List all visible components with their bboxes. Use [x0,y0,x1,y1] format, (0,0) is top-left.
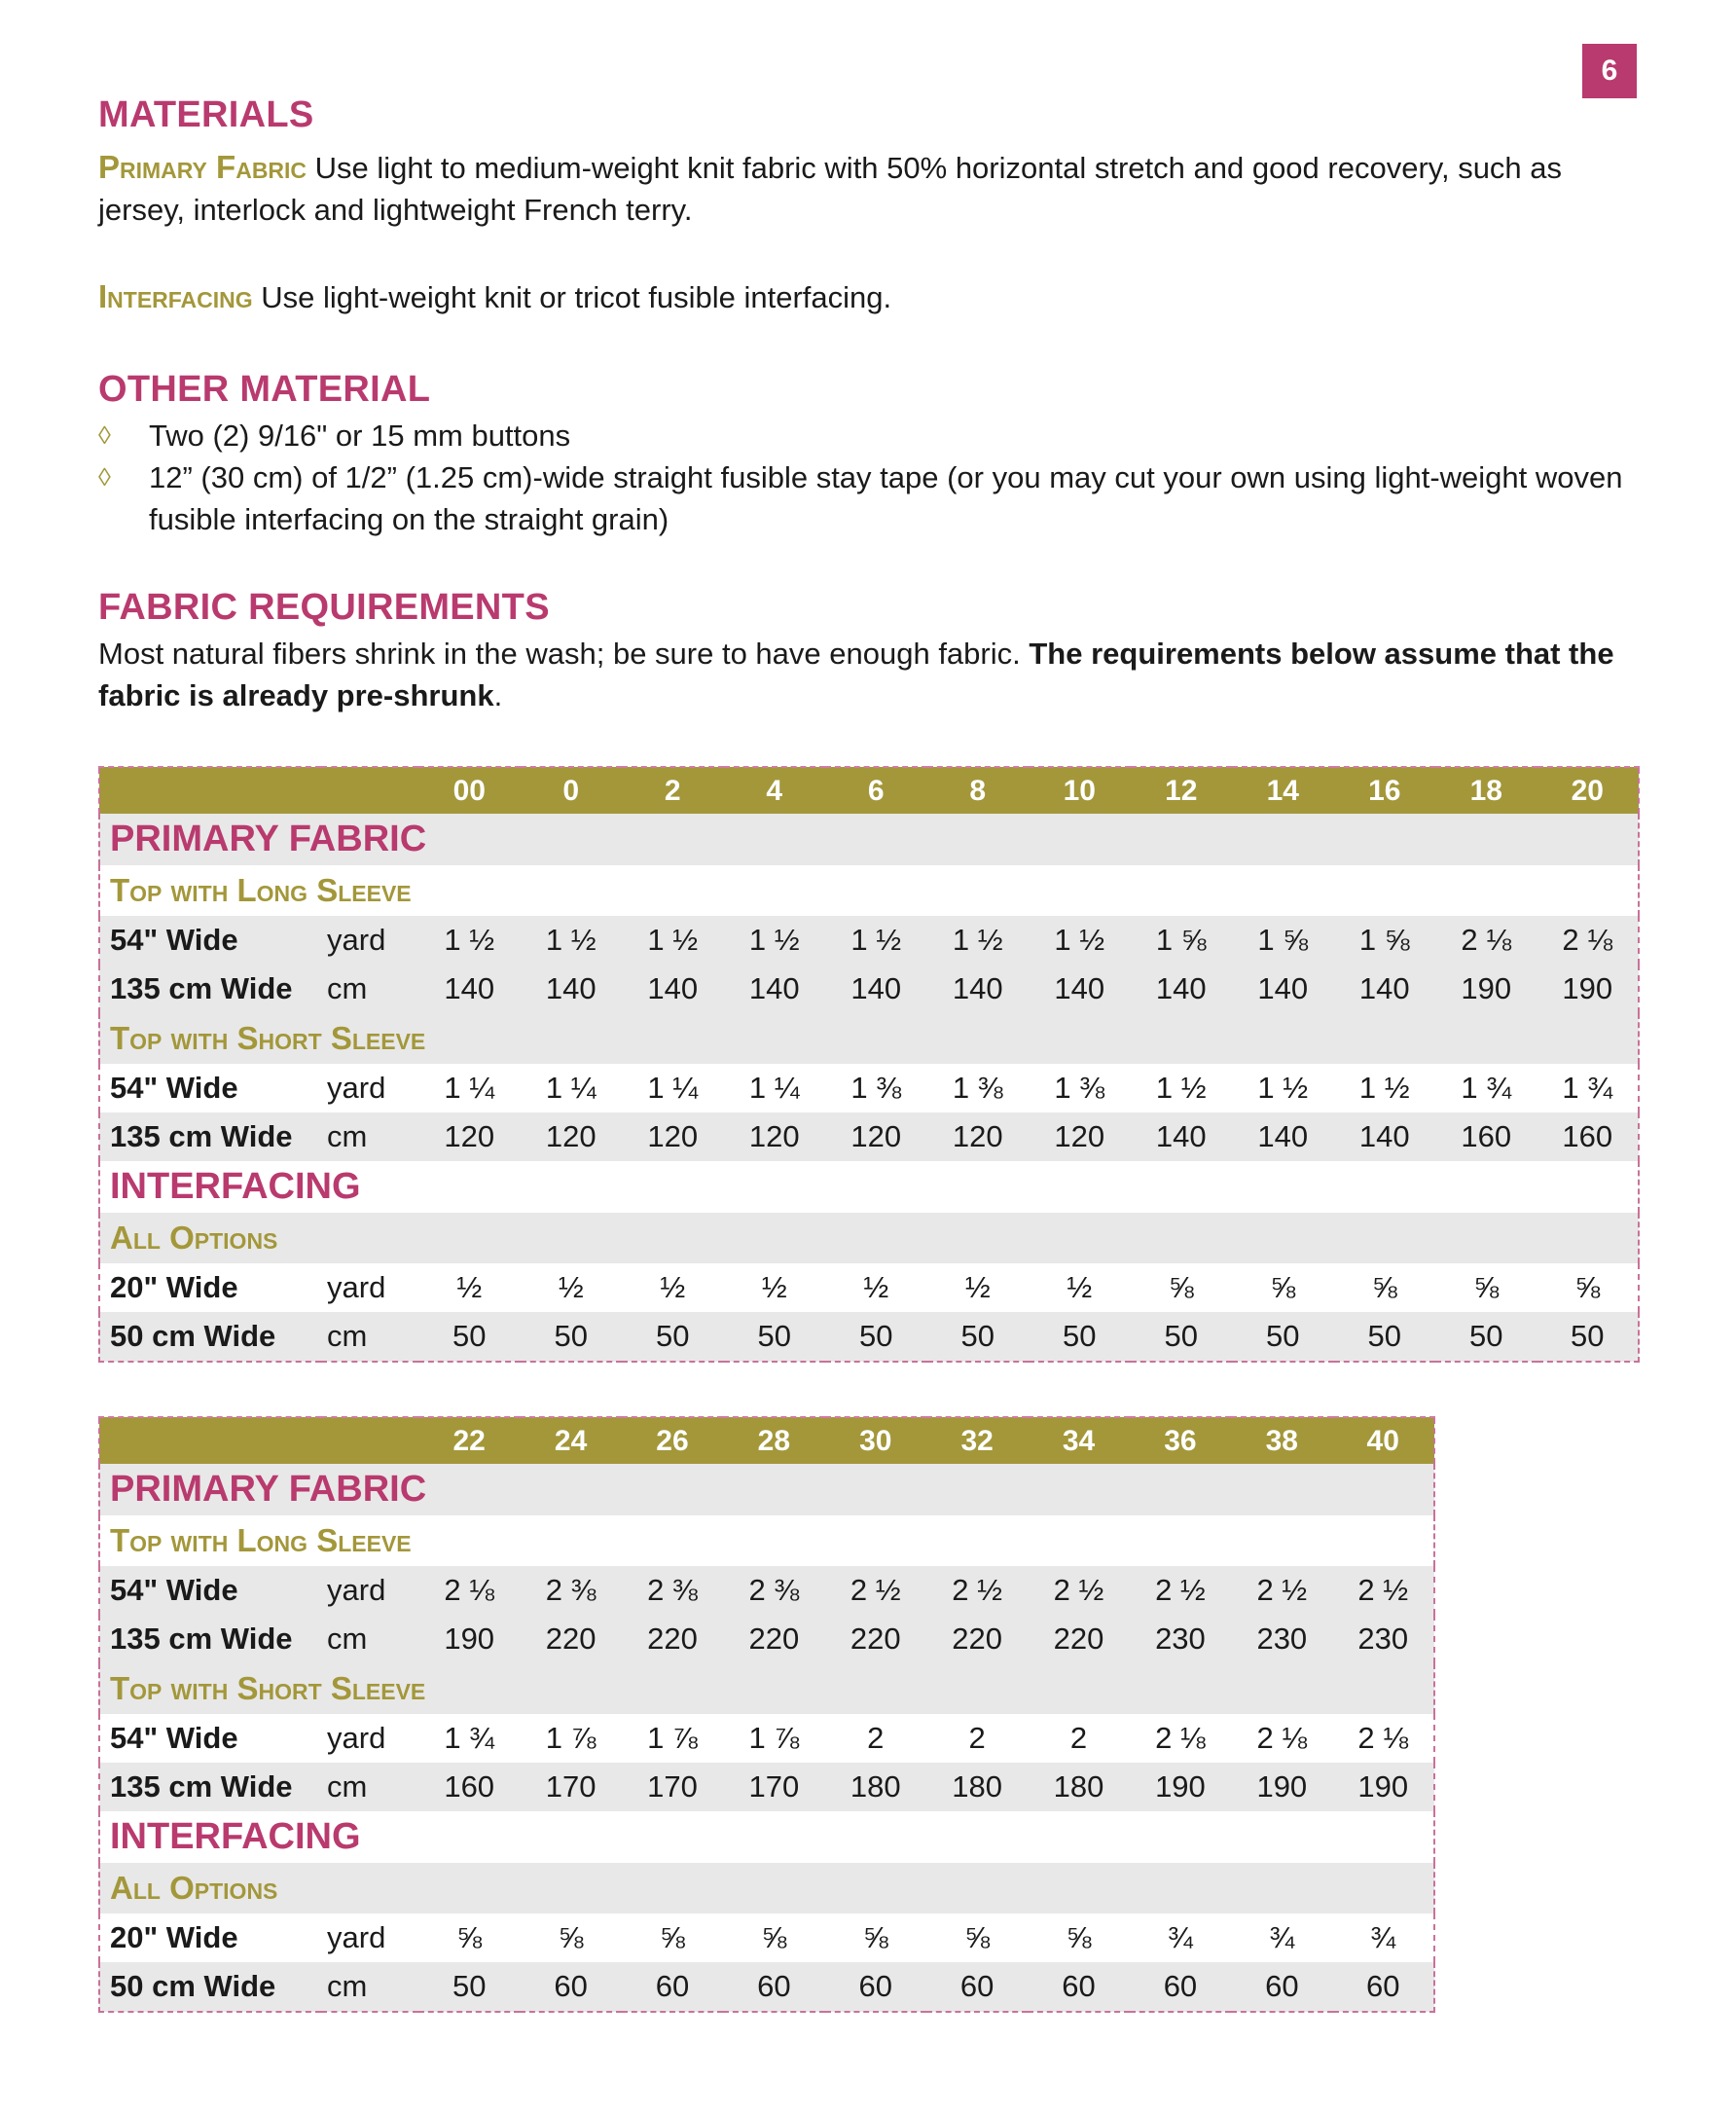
table-cell: 2 ⅛ [1435,916,1537,965]
row-label: 135 cm Wide [99,1615,321,1663]
section-primary-fabric [99,814,1639,865]
size-table-1 [98,766,1640,1363]
table-cell: ⅝ [456,1920,483,1954]
primary-fabric-text: Use light to medium-weight knit fabric with 50% horizontal stretch and good recovery, such as jersey, interlock and lightweight French terry. [98,151,1563,227]
table-cell: 120 [724,1112,826,1161]
section-label: PRIMARY FABRIC [99,814,1639,865]
unit-label: yard [327,1721,386,1755]
row-label: 54" Wide [99,916,321,965]
table-cell: 220 [825,1615,926,1663]
table-cell: 1 ⅝ [1334,916,1436,965]
table-cell: 50 [1334,1312,1436,1362]
table-cell: ⅝ [761,1920,787,1954]
table-cell: 2 ⅛ [1155,1721,1206,1755]
table-row [99,1615,1434,1663]
header-corner [99,1417,418,1464]
table-cell: 190 [1435,965,1537,1013]
list-item-text: 12” (30 cm) of 1/2” (1.25 cm)-wide straight fusible stay tape (or you may cut your own using light-weight woven fusible interfacing on the straight grain) [149,460,1623,536]
table-cell: 180 [1028,1763,1129,1811]
subsection-all-options [99,1863,1434,1914]
fabric-requirements-heading: FABRIC REQUIREMENTS [98,587,550,628]
table-cell: 140 [825,965,927,1013]
size-header: 40 [1333,1417,1434,1464]
table-row [99,1312,1639,1362]
table-cell: 1 ⅜ [1054,1071,1105,1105]
list-item [98,415,1646,456]
table-cell: 140 [724,965,826,1013]
table-cell: 60 [825,1962,926,2012]
table-cell: ½ [456,1270,483,1304]
size-header: 10 [1029,767,1131,814]
table-cell: 1 ¼ [444,1071,495,1105]
table-cell: 1 ¼ [748,1071,800,1105]
section-interfacing [99,1161,1639,1213]
table-cell: 140 [1334,1112,1436,1161]
table-cell: 120 [418,1112,521,1161]
size-header: 24 [520,1417,621,1464]
table-cell: 1 ½ [521,916,623,965]
table-cell: 2 ⅛ [1357,1721,1409,1755]
table-cell: 50 [927,1312,1030,1362]
table-cell: ⅝ [1574,1270,1601,1304]
other-material-heading: OTHER MATERIAL [98,369,431,410]
table-cell: 1 ⅝ [1232,916,1334,965]
table-cell: 2 ½ [1028,1566,1129,1615]
table-cell: 230 [1130,1615,1231,1663]
unit-label: cm [321,1962,418,2012]
table-cell: ⅝ [1066,1920,1092,1954]
subsection-label: Top with Short Sleeve [99,1013,1639,1064]
table-cell: 220 [520,1615,621,1663]
interfacing-text: Use light-weight knit or tricot fusible interfacing. [252,280,892,314]
table-cell: 140 [521,965,623,1013]
size-table-2 [98,1416,1435,2013]
table-cell: 2 [1069,1721,1088,1755]
unit-label: cm [321,965,418,1013]
table-cell: 1 ⅞ [647,1721,698,1755]
table-cell: 1 ½ [825,916,927,965]
table-row [99,1714,1434,1763]
fabric-requirements-bold: The requirements below assume that the fabric is already pre-shrunk [98,637,1614,712]
row-label: 54" Wide [110,1071,238,1105]
table-cell: 1 ⅞ [545,1721,597,1755]
table-cell: 120 [927,1112,1030,1161]
table-cell: 1 ½ [927,916,1030,965]
row-label: 20" Wide [110,1270,238,1304]
table-cell: 120 [622,1112,724,1161]
table-cell: 140 [1029,965,1131,1013]
table-cell: 160 [1435,1112,1537,1161]
table-cell: 50 [622,1312,724,1362]
table-cell: 1 ¼ [647,1071,699,1105]
table-cell: 170 [520,1763,621,1811]
table-cell: 1 ½ [1155,1071,1207,1105]
table-cell: 2 [867,1721,885,1755]
subsection-short-sleeve [99,1663,1434,1714]
table-cell: 1 ½ [1358,1071,1410,1105]
table-cell: ¾ [1168,1920,1193,1954]
table-cell: 220 [622,1615,723,1663]
table-cell: 140 [1131,965,1233,1013]
size-header: 18 [1435,767,1537,814]
table-cell: 140 [622,965,724,1013]
table-cell: 60 [723,1962,824,2012]
table-cell: 2 ½ [825,1566,926,1615]
list-item [98,456,1646,540]
table-cell: 220 [723,1615,824,1663]
subsection-label: Top with Long Sleeve [99,865,1639,916]
unit-label: yard [327,1071,386,1105]
table-cell: 50 [724,1312,826,1362]
list-item-text: Two (2) 9/16" or 15 mm buttons [149,419,571,453]
table-cell: 230 [1333,1615,1434,1663]
table-cell: 2 ½ [1333,1566,1434,1615]
table-cell: 140 [1131,1112,1233,1161]
table-cell: 2 ⅛ [1537,916,1640,965]
row-label: 50 cm Wide [99,1962,321,2012]
fabric-requirements-text: Most natural fibers shrink in the wash; be sure to have enough fabric. [98,637,1030,671]
page-number: 6 [1582,44,1637,98]
row-label: 135 cm Wide [99,1763,321,1811]
primary-fabric-lead: Primary Fabric [98,149,307,185]
table-cell: 190 [1231,1763,1332,1811]
table-cell: 190 [1333,1763,1434,1811]
row-label: 54" Wide [110,1721,238,1755]
diamond-outline-icon: ◊ [98,420,111,450]
materials-heading: MATERIALS [98,94,314,135]
interfacing-paragraph [98,275,891,318]
subsection-label: Top with Long Sleeve [99,1515,1434,1566]
table-cell: 50 [418,1962,520,2012]
primary-fabric-paragraph [98,146,1646,231]
table-cell: 60 [622,1962,723,2012]
size-header: 16 [1334,767,1436,814]
table-cell: ⅝ [1270,1270,1296,1304]
section-interfacing [99,1811,1434,1863]
size-header: 8 [927,767,1030,814]
table-cell: 2 ⅛ [1256,1721,1308,1755]
row-label: 54" Wide [99,1566,321,1615]
table-cell: 1 ⅜ [952,1071,1003,1105]
table-cell: 60 [1130,1962,1231,2012]
table-cell: ¾ [1370,1920,1396,1954]
row-label: 135 cm Wide [99,1112,321,1161]
table-cell: ¾ [1269,1920,1295,1954]
table-cell: 1 ⅝ [1131,916,1233,965]
unit-label: yard [327,1920,386,1954]
table-cell: 60 [1231,1962,1332,2012]
table-cell: 1 ½ [1029,916,1131,965]
table-cell: 1 ½ [1257,1071,1309,1105]
table-cell: 2 ½ [1130,1566,1231,1615]
table-cell: ½ [863,1270,889,1304]
table-cell: 2 ⅛ [418,1566,520,1615]
table-cell: 140 [1334,965,1436,1013]
table-cell: 170 [723,1763,824,1811]
unit-label: yard [321,916,418,965]
size-header: 2 [622,767,724,814]
table-cell: 120 [521,1112,623,1161]
size-header: 00 [418,767,521,814]
table-cell: 180 [926,1763,1028,1811]
table-cell: 140 [927,965,1030,1013]
section-label: INTERFACING [99,1811,1434,1863]
table-cell: 1 ⅞ [748,1721,800,1755]
table-row [99,1263,1639,1312]
table-cell: 1 ¼ [545,1071,597,1105]
subsection-short-sleeve [99,1013,1639,1064]
size-header: 28 [723,1417,824,1464]
table-cell: 50 [1029,1312,1131,1362]
section-label: INTERFACING [99,1161,1639,1213]
table-cell: 1 ⅜ [850,1071,902,1105]
table-cell: 60 [926,1962,1028,2012]
size-header: 34 [1028,1417,1129,1464]
table-cell: 50 [418,1312,521,1362]
table-cell: 2 [968,1721,986,1755]
diamond-outline-icon: ◊ [98,462,111,492]
table-cell: 2 ½ [1231,1566,1332,1615]
row-label: 50 cm Wide [99,1312,321,1362]
table-row [99,1064,1639,1112]
table-row [99,1763,1434,1811]
table-cell: 50 [1537,1312,1640,1362]
table-cell: 140 [1232,965,1334,1013]
table-cell: 50 [825,1312,927,1362]
table-cell: 2 ⅜ [520,1566,621,1615]
table-cell: 1 ½ [418,916,521,965]
table-cell: ⅝ [1371,1270,1397,1304]
table-cell: 50 [1435,1312,1537,1362]
section-label: PRIMARY FABRIC [99,1464,1434,1515]
subsection-label: All Options [99,1213,1639,1263]
size-header: 30 [825,1417,926,1464]
table-cell: 140 [418,965,521,1013]
fabric-requirements-paragraph [98,633,1646,716]
size-header-row [99,1417,1434,1464]
subsection-long-sleeve [99,1515,1434,1566]
table-row [99,1566,1434,1615]
unit-label: cm [321,1763,418,1811]
header-corner [99,767,418,814]
table-cell: ½ [964,1270,991,1304]
size-header: 12 [1131,767,1233,814]
unit-label: yard [321,1566,418,1615]
table-cell: 220 [926,1615,1028,1663]
table-cell: 60 [520,1962,621,2012]
table-cell: 140 [1232,1112,1334,1161]
table-cell: 190 [418,1615,520,1663]
table-cell: 1 ½ [622,916,724,965]
table-cell: 230 [1231,1615,1332,1663]
table-cell: 1 ¾ [444,1721,495,1755]
other-material-list [98,415,1646,540]
table-cell: 2 ½ [926,1566,1028,1615]
size-header: 4 [724,767,826,814]
table-cell: 2 ⅜ [723,1566,824,1615]
row-label: 135 cm Wide [99,965,321,1013]
table-cell: 1 ¾ [1562,1071,1613,1105]
table-cell: ⅝ [558,1920,584,1954]
table-cell: 50 [521,1312,623,1362]
subsection-long-sleeve [99,865,1639,916]
table-cell: 190 [1130,1763,1231,1811]
table-row [99,1112,1639,1161]
size-header: 26 [622,1417,723,1464]
subsection-label: Top with Short Sleeve [99,1663,1434,1714]
table-cell: 190 [1537,965,1640,1013]
fabric-requirements-end: . [493,678,503,712]
table-cell: ½ [1067,1270,1093,1304]
table-cell: ⅝ [862,1920,888,1954]
table-cell: 1 ¾ [1461,1071,1512,1105]
table-cell: ½ [761,1270,787,1304]
size-header: 0 [521,767,623,814]
table-cell: 1 ½ [724,916,826,965]
size-header: 14 [1232,767,1334,814]
size-header: 22 [418,1417,520,1464]
size-header: 6 [825,767,927,814]
table-cell: 180 [825,1763,926,1811]
row-label: 20" Wide [110,1920,238,1954]
table-cell: ⅝ [1473,1270,1500,1304]
table-cell: 60 [1028,1962,1129,2012]
unit-label: cm [321,1615,418,1663]
unit-label: cm [321,1112,418,1161]
interfacing-lead: Interfacing [98,278,253,314]
unit-label: cm [321,1312,418,1362]
table-cell: 50 [1232,1312,1334,1362]
table-row [99,1962,1434,2012]
size-header: 20 [1537,767,1640,814]
table-cell: 120 [1029,1112,1131,1161]
section-primary-fabric [99,1464,1434,1515]
size-header: 38 [1231,1417,1332,1464]
table-cell: ½ [660,1270,686,1304]
size-header-row [99,767,1639,814]
subsection-label: All Options [99,1863,1434,1914]
subsection-all-options [99,1213,1639,1263]
table-cell: ⅝ [964,1920,991,1954]
table-cell: 220 [1028,1615,1129,1663]
table-cell: ⅝ [1168,1270,1194,1304]
table-row [99,965,1639,1013]
table-cell: 50 [1131,1312,1233,1362]
table-cell: 170 [622,1763,723,1811]
size-header: 32 [926,1417,1028,1464]
table-cell: 2 ⅜ [622,1566,723,1615]
size-header: 36 [1130,1417,1231,1464]
table-cell: ⅝ [660,1920,685,1954]
table-cell: 160 [418,1763,520,1811]
table-cell: 160 [1537,1112,1640,1161]
table-cell: ½ [558,1270,584,1304]
table-row [99,1914,1434,1962]
table-cell: 120 [825,1112,927,1161]
table-row [99,916,1639,965]
unit-label: yard [327,1270,386,1304]
table-cell: 60 [1333,1962,1434,2012]
